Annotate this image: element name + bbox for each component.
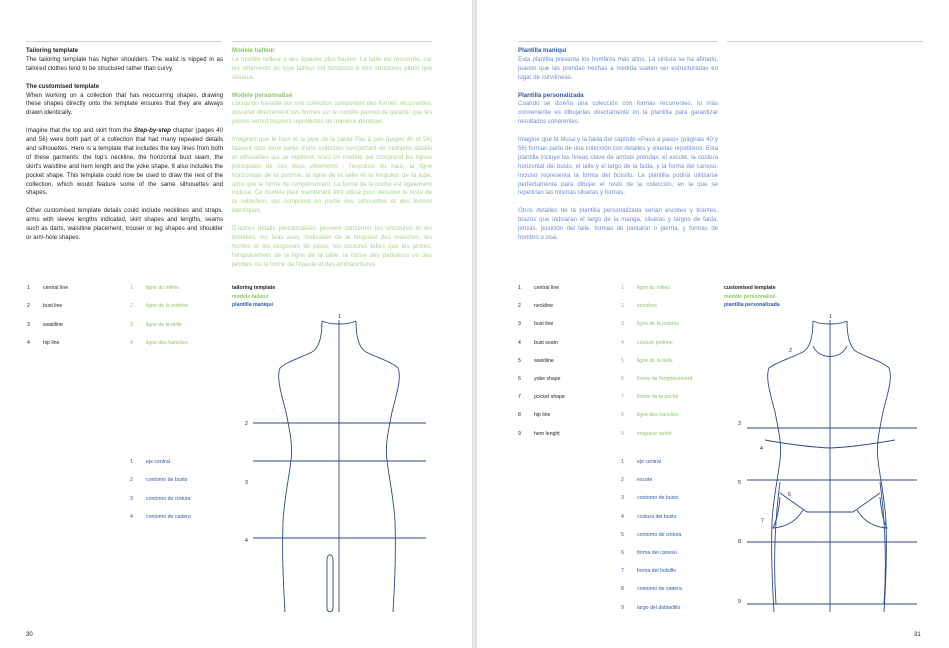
legend-number: 9 xyxy=(621,430,624,437)
legend-number: 6 xyxy=(518,376,521,382)
legend-label: central line xyxy=(534,285,560,291)
perso-body-3-es: Otros detalles de la plantilla personalizada serían escotes y tirantes, brazos que indicaran el largo de la manga, siluetas y largos de falda, pinzas, posición del talle, formas de pantalón o pierna, y formas de hombro o sisa. xyxy=(518,207,718,241)
maniqui-heading: Plantilla maniquí xyxy=(518,47,567,54)
legend-number: 6 xyxy=(621,550,624,556)
legend-label: couture poitrine xyxy=(637,339,673,346)
perso-body-2-es: Imagine que la blusa y la falda del capítulo «Paso a paso» (páginas 40 y 56) forman parte de una colección con detalles y siluetas repetitivos. Esta plantilla incluye las líneas clave de ambas prendas: el escote, la costura horizontal del busto, el talle y el largo de la falda, y la forma del canesú. Incluso representa la forma del bolsillo. La plantilla podría utilizarse perfectamente para dibujar el resto de la colección, en la que se repetirían las mismas siluetas y formas. xyxy=(518,136,718,197)
fig-num-5: 5 xyxy=(738,480,741,486)
figure-title-es: plantilla maniquí xyxy=(232,302,273,309)
customised-body-3: Other customised template details could include necklines and straps, arms with sleeve lengths indicated, skirt shapes and lengths, seams such as darts, waistline placement, trouser or leg shapes and shoulder or arm-hole shapes. xyxy=(26,207,223,241)
fig-num-2: 2 xyxy=(789,348,792,354)
fig-num-1: 1 xyxy=(829,314,832,320)
legend-number: 1 xyxy=(518,285,521,291)
fig-num-8: 8 xyxy=(738,539,741,545)
legend-number: 3 xyxy=(621,495,624,502)
customised-heading: The customised template xyxy=(26,82,100,90)
figure-title-right-es: plantilla personalizada xyxy=(724,302,780,309)
legend-number: 3 xyxy=(621,321,624,328)
figure-title-en: tailoring template xyxy=(232,285,276,291)
perso-body-3-fr: D'autres détails personnalisés peuvent concerner les encolures et les bretelles, les bras avec l'indication de la longueur des manches, les formes et les longueurs de jupes, les coutures telles que les pinces, l'emplacement de la ligne de la taille, la forme des pantalons ou des jambes, ou la forme de l'épaule et des emmanchures. xyxy=(232,225,432,268)
figure-number-3: 3 xyxy=(245,480,248,486)
legend-label: forma del bolsillo xyxy=(637,568,676,575)
figure-title-right-en: customised template xyxy=(724,285,776,291)
legend-number: 8 xyxy=(621,412,624,419)
legend-label: waistline xyxy=(534,357,554,364)
legend-label: bust line xyxy=(534,321,554,328)
figure-title-right-fr: modèle personnalisé xyxy=(724,293,776,300)
legend-label: largo del dobladillo xyxy=(637,604,681,611)
legend-number: 4 xyxy=(27,339,30,346)
legend-label: ligne de la taille xyxy=(146,321,182,328)
figure-number-2: 2 xyxy=(245,421,248,427)
tailleur-heading: Modèle tailleur xyxy=(232,47,275,54)
legend-label: contorno de cadera xyxy=(146,513,191,520)
legend-label: encolure xyxy=(637,303,657,310)
figure-number-1: 1 xyxy=(338,314,341,320)
legend-label: ligne de la poitrine xyxy=(146,303,189,310)
fig-num-9: 9 xyxy=(738,599,741,605)
tailleur-body: Le modèle tailleur a des épaules plus hautes. La taille est resserrée, car les vêtements de type tailleur ont tendance à être structurés plutôt que sinueux. xyxy=(232,55,432,81)
legend-label: neckline xyxy=(534,303,554,310)
legend-label: bust line xyxy=(43,303,63,310)
legend-label: yoke shape xyxy=(534,376,561,382)
fig-num-7: 7 xyxy=(761,518,764,524)
perso-body-1-es: Cuando se diseña una colección con formas recurrentes, lo más conveniente es dibujarlas directamente en la plantilla para garantizar resultados coherentes. xyxy=(518,100,718,126)
skirt-right-edge xyxy=(880,482,885,604)
legend-number: 8 xyxy=(518,412,521,419)
legend-label: costura del busto xyxy=(637,513,677,520)
figure-left-leg xyxy=(327,555,333,612)
customised-body-1: When working on a collection that has reoccurring shapes, drawing these shapes directly onto the template ensures that they are always drawn identically. xyxy=(26,91,223,117)
figure-right-outline xyxy=(356,321,399,612)
tailoring-figure xyxy=(0,0,472,648)
fig-num-4: 4 xyxy=(760,446,763,452)
legend-label: contorno de cadera xyxy=(637,586,682,593)
perso-heading-es: Plantilla personalizada xyxy=(518,91,584,99)
legend-number: 4 xyxy=(621,513,624,520)
page-number-left: 30 xyxy=(26,632,33,638)
legend-number: 1 xyxy=(130,459,133,465)
skirt-left-edge xyxy=(775,482,780,604)
legend-number: 3 xyxy=(130,321,133,328)
legend-label: ligne du milieu xyxy=(637,285,671,291)
tailoring-body: The tailoring template has higher shoulders. The waist is nipped in as tailored clothes tend to be structured rather than curvy. xyxy=(26,55,223,72)
legend-number: 2 xyxy=(130,477,133,484)
legend-number: 8 xyxy=(621,586,624,593)
legend-number: 3 xyxy=(518,321,521,328)
legend-number: 4 xyxy=(621,339,624,346)
legend-number: 1 xyxy=(130,285,133,291)
legend-label: contorno de busto xyxy=(637,495,679,502)
perso-heading-fr: Modèle personnalisé xyxy=(232,91,293,99)
legend-label: forma del canesú xyxy=(637,550,677,556)
legend-label: eje central xyxy=(146,459,170,465)
right-page xyxy=(477,0,949,648)
legend-label: bust seam xyxy=(534,339,558,346)
legend-number: 1 xyxy=(27,285,30,291)
figure-left-outline xyxy=(279,321,322,612)
fig-num-3: 3 xyxy=(738,421,741,427)
figure-right-outline-right xyxy=(847,321,890,612)
legend-number: 9 xyxy=(621,604,624,611)
left-page xyxy=(0,0,472,648)
legend-number: 5 xyxy=(518,357,521,364)
legend-number: 5 xyxy=(621,357,624,364)
fig-num-6: 6 xyxy=(788,492,791,498)
legend-label: hem lenght xyxy=(534,430,560,437)
legend-number: 6 xyxy=(621,376,624,382)
legend-number: 7 xyxy=(518,394,521,401)
legend-number: 3 xyxy=(130,495,133,502)
customised-body-2: Imagine that the top and skirt from the Step-by-step chapter (pages 40 and 56) were both part of a collection that had many repeated details and silhouettes. Here is a template that includes the key lines from both of these garments: the top's neckline, the horizontal bust seam, the skirt's waistline and hem length and the yoke shape. It also includes the pocket shape. This template could now be used to draw the rest of the collection, which would feature some of the same silhouettes and shapes. xyxy=(26,127,223,197)
legend-label: ligne du milieu xyxy=(146,285,180,291)
perso-body-2-fr: Imaginez que le haut et la jupe de la partie Pas à pas (pages 40 et 56) fassent tous deux partie d'une collection comportant de multiples détails et silhouettes qui se répètent. Voici un modèle qui comprend les lignes principales de ces deux vêtements : l'encolure du haut, la ligne horizontale de la poitrine, la ligne de la taille et la longueur de la jupe, ainsi que la forme de l'empiècement. La forme de la poche est également incluse. Ce modèle peut maintenant être utilisé pour dessiner le reste de la collection, qui comprend en partie des silhouettes et des formes identiques. xyxy=(232,136,432,215)
tailoring-heading: Tailoring template xyxy=(26,47,79,54)
legend-number: 2 xyxy=(130,303,133,310)
legend-label: forme de l'empiècement xyxy=(637,376,693,382)
legend-number: 7 xyxy=(621,394,624,401)
legend-label: escote xyxy=(637,477,653,484)
legend-number: 7 xyxy=(621,568,624,575)
perso-body-1-fr: Lorsqu'on travaille sur une collection comportant des formes récurrentes, dessiner directement ces formes sur le modèle permet de garantir que les pièces seront toujours reproduites de manière identique. xyxy=(232,100,432,126)
figure-number-4: 4 xyxy=(245,538,248,544)
legend-label: waistline xyxy=(43,321,63,328)
legend-label: forme de la poche xyxy=(637,394,679,401)
legend-number: 4 xyxy=(130,339,133,346)
legend-number: 2 xyxy=(518,303,521,310)
legend-label: hip line xyxy=(43,339,60,346)
page-number-right: 31 xyxy=(914,632,921,638)
legend-number: 2 xyxy=(621,303,624,310)
legend-number: 3 xyxy=(27,321,30,328)
customised-figure xyxy=(477,0,949,648)
legend-label: contorno de busto xyxy=(146,477,188,484)
legend-number: 1 xyxy=(621,285,624,291)
maniqui-body: Esta plantilla presenta los hombros más altos. La cintura se ha afinado, puesto que las prendas hechas a medida suelen ser estructuradas en lugar de curvilíneas. xyxy=(518,55,718,81)
legend-number: 2 xyxy=(27,303,30,310)
legend-label: hip line xyxy=(534,412,551,419)
legend-label: ligne des hanches xyxy=(146,339,188,346)
legend-label: contorno de cintura xyxy=(146,495,191,502)
legend-number: 4 xyxy=(518,339,521,346)
legend-number: 4 xyxy=(130,513,133,520)
legend-number: 1 xyxy=(621,459,624,465)
legend-label: ligne de la poitrine xyxy=(637,321,680,328)
legend-number: 5 xyxy=(621,531,624,538)
figure-title-fr: modèle tailleur xyxy=(232,293,269,300)
legend-label: ligne de la taille xyxy=(637,357,673,364)
legend-label: longueur ourlet xyxy=(637,430,672,437)
legend-label: contorno de cintura xyxy=(637,531,682,538)
legend-number: 2 xyxy=(621,477,624,484)
legend-number: 9 xyxy=(518,430,521,437)
legend-label: eje central xyxy=(637,459,661,465)
legend-label: ligne des hanches xyxy=(637,412,679,419)
legend-label: pocket shape xyxy=(534,394,565,401)
legend-label: central line xyxy=(43,285,69,291)
